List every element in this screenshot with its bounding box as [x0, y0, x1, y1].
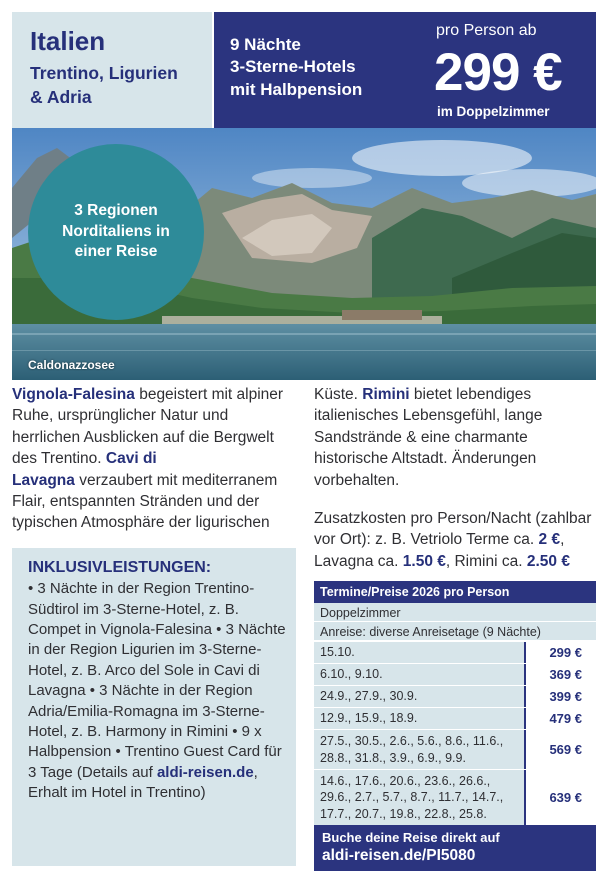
extras-text-3: , Rimini ca.	[445, 552, 527, 570]
table-arrival: Anreise: diverse Anreisetage (9 Nächte)	[314, 622, 596, 641]
row-dates: 6.10., 9.10.	[314, 664, 524, 685]
row-price: 399 €	[524, 686, 596, 707]
description-continued: Küste. Rimini bietet lebendiges italienisches Lebensgefühl, lange Sandstrände & eine charmante historische Altstadt. Änderungen vorbehalten.	[314, 386, 543, 489]
inclusive-title: INKLUSIVLEISTUNGEN:	[28, 559, 212, 576]
extras-price-3: 2.50 €	[526, 552, 570, 570]
trip-detail-board: mit Halbpension	[230, 79, 363, 99]
price-label: pro Person ab	[436, 22, 537, 39]
badge-line-2: Norditaliens in	[62, 222, 170, 240]
place-rimini: Rimini	[362, 386, 410, 403]
inclusive-list: • 3 Nächte in der Region Trentino-Südtirol im 3-Sterne-Hotel, z. B. Compet in Vignola-Falesina • 3 Nächte in der Region Ligurien im 3-Sterne-Hotel, z. B. Arco del Sole in Cavi di Lavagna • 3 Nächte in der Region Adria/Emilia-Romagna im 3-Sterne-Hotel, z. B. Harmony in Rimini • 9 x Halbpension • Trentino Guest Card für 3 Tage (Details auf	[28, 580, 286, 781]
description-text-2: verzaubert mit mediterranem Flair, entspannten Stränden und der typischen Atmosphäre der ligurischen	[12, 471, 278, 532]
row-dates: 27.5., 30.5., 2.6., 5.6., 8.6., 11.6., 28.8., 31.8., 3.9., 6.9., 9.9.	[314, 730, 524, 769]
extra-costs	[314, 508, 598, 572]
page-title: Italien	[30, 26, 106, 56]
row-dates: 15.10.	[314, 642, 524, 663]
header-title-panel	[12, 12, 212, 128]
extras-price-2: 1.50 €	[402, 552, 446, 570]
row-price: 299 €	[524, 642, 596, 663]
photo-caption: Caldonazzosee	[28, 358, 115, 372]
price-note: im Doppelzimmer	[437, 104, 550, 119]
trip-details-panel	[214, 12, 428, 128]
row-dates: 24.9., 27.9., 30.9.	[314, 686, 524, 707]
trip-detail-nights: 9 Nächte	[230, 35, 301, 54]
price-table	[314, 581, 596, 871]
place-vignola: Vignola-Falesina	[12, 386, 135, 403]
inclusive-services-box	[12, 548, 296, 866]
badge-line-3: einer Reise	[74, 243, 158, 261]
table-row	[314, 729, 596, 769]
table-row	[314, 769, 596, 825]
description-left	[12, 384, 300, 534]
description-right	[314, 384, 598, 572]
inclusive-link[interactable]: aldi-reisen.de	[156, 763, 254, 781]
row-price: 479 €	[524, 708, 596, 729]
inclusive-text	[28, 579, 296, 803]
trip-detail-hotels: 3-Sterne-Hotels	[230, 57, 356, 77]
regions-badge	[28, 144, 204, 320]
booking-url[interactable]: aldi-reisen.de/PI5080	[322, 846, 476, 864]
extras-price-1: 2 €	[538, 531, 561, 549]
table-row	[314, 685, 596, 707]
table-row	[314, 641, 596, 663]
row-dates: 12.9., 15.9., 18.9.	[314, 708, 524, 729]
row-price: 369 €	[524, 664, 596, 685]
inclusive-text-end: , Erhalt im Hotel in Trentino)	[28, 763, 258, 802]
price-panel	[428, 12, 596, 128]
description-text-3: bietet lebendiges italienisches Lebensgefühl, lange Sandstrände & eine charmante historische Altstadt. Änderungen vorbehalten.	[314, 386, 543, 489]
subtitle-line-2: & Adria	[30, 86, 92, 107]
table-row	[314, 663, 596, 685]
price-value: 299 €	[434, 43, 562, 102]
booking-cta: Buche deine Reise direkt auf	[322, 830, 500, 845]
row-price: 569 €	[524, 730, 596, 769]
extras-text-2: , Lavagna ca.	[314, 531, 565, 570]
table-row	[314, 707, 596, 729]
description-text-1: begeistert mit alpiner Ruhe, ursprünglicher Natur und herrlichen Ausblicken auf die Bergwelt des Trentino.	[12, 386, 284, 468]
extras-text-1: Zusatzkosten pro Person/Nacht (zahlbar vor Ort): z. B. Vetriolo Terme ca.	[314, 509, 592, 549]
table-room-type: Doppelzimmer	[314, 603, 596, 622]
region-subtitle	[30, 62, 212, 109]
table-header: Termine/Preise 2026 pro Person	[314, 581, 596, 603]
row-price: 639 €	[524, 770, 596, 825]
row-dates: 14.6., 17.6., 20.6., 23.6., 26.6., 29.6., 2.7., 5.7., 8.7., 11.7., 14.7., 17.7., 20.7., 19.8., 22.8., 25.8.	[314, 770, 524, 825]
place-cavi: Cavi di Lavagna	[12, 450, 157, 489]
subtitle-line-1: Trentino, Ligurien	[30, 63, 178, 83]
badge-line-1: 3 Regionen	[74, 201, 158, 219]
booking-footer[interactable]	[314, 825, 596, 871]
